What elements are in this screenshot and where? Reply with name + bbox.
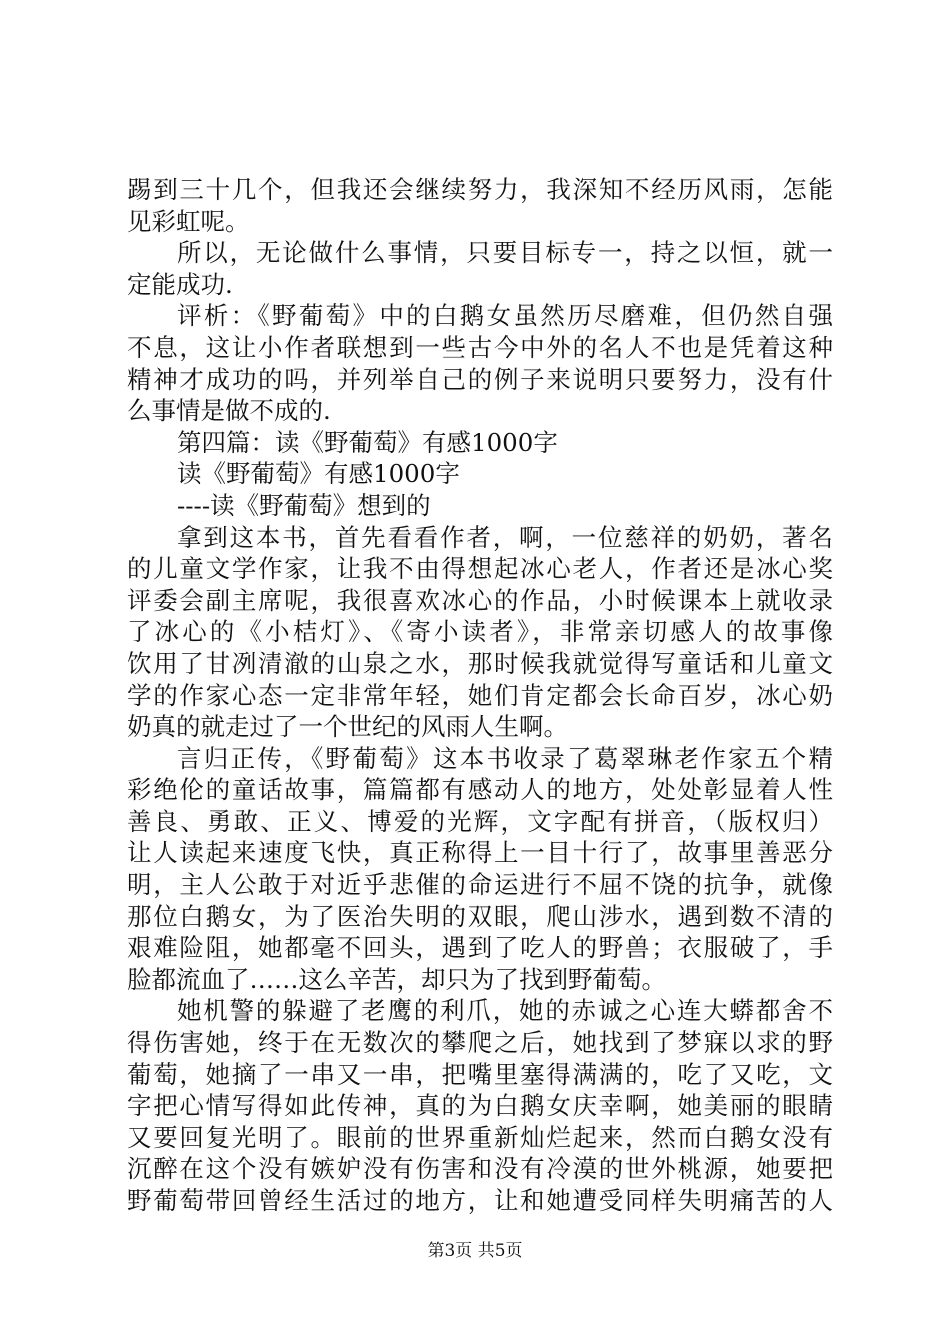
text-line: 拿到这本书，首先看看作者，啊，一位慈祥的奶奶，著名 xyxy=(177,522,833,552)
page-footer: 第3页 共5页 xyxy=(427,1241,523,1261)
text-line: 得伤害她，终于在无数次的攀爬之后，她找到了梦寐以求的野 xyxy=(127,1028,833,1058)
text-line: 奶真的就走过了一个世纪的风雨人生啊。 xyxy=(127,712,568,742)
text-line: 学的作家心态一定非常年轻，她们肯定都会长命百岁，冰心奶 xyxy=(127,680,833,710)
text-line: 定能成功. xyxy=(127,269,233,299)
text-line: 让人读起来速度飞快，真正称得上一目十行了，故事里善恶分 xyxy=(127,838,833,868)
text-line: 读《野葡萄》有感1000字 xyxy=(177,459,460,489)
text-line: 评委会副主席呢，我很喜欢冰心的作品，小时候课本上就收录 xyxy=(127,585,833,615)
text-line: 第四篇：读《野葡萄》有感1000字 xyxy=(177,427,558,457)
text-line: 野葡萄带回曾经生活过的地方，让和她遭受同样失明痛苦的人 xyxy=(127,1186,833,1215)
text-line: 不息，这让小作者联想到一些古今中外的名人不也是凭着这种 xyxy=(127,332,833,362)
text-line: 沉醉在这个没有嫉妒没有伤害和没有冷漠的世外桃源，她要把 xyxy=(127,1154,833,1184)
text-line: 饮用了甘冽清澈的山泉之水，那时候我就觉得写童话和儿童文 xyxy=(127,648,833,678)
text-line: 脸都流血了……这么辛苦，却只为了找到野葡萄。 xyxy=(127,964,666,994)
text-line: 精神才成功的吗，并列举自己的例子来说明只要努力，没有什 xyxy=(127,364,833,394)
document-body xyxy=(127,174,833,1217)
text-line: 又要回复光明了。眼前的世界重新灿烂起来，然而白鹅女没有 xyxy=(127,1122,833,1152)
text-line: 么事情是做不成的. xyxy=(127,396,331,426)
text-line: 见彩虹呢。 xyxy=(127,206,250,236)
text-line: 言归正传，《野葡萄》这本书收录了葛翠琳老作家五个精 xyxy=(177,743,833,773)
text-line: 那位白鹅女，为了医治失明的双眼，爬山涉水，遇到数不清的 xyxy=(127,901,833,931)
text-line: 的儿童文学作家，让我不由得想起冰心老人，作者还是冰心奖 xyxy=(127,554,833,584)
text-line: 踢到三十几个，但我还会继续努力，我深知不经历风雨，怎能 xyxy=(127,175,833,204)
text-line: 字把心情写得如此传神，真的为白鹅女庆幸啊，她美丽的眼睛 xyxy=(127,1091,833,1121)
text-line: 了冰心的《小桔灯》、《寄小读者》，非常亲切感人的故事像 xyxy=(127,617,833,647)
text-line: ----读《野葡萄》想到的 xyxy=(177,490,431,520)
text-line: 所以，无论做什么事情，只要目标专一，持之以恒，就一 xyxy=(177,238,833,268)
text-line: 艰难险阻，她都毫不回头，遇到了吃人的野兽；衣服破了，手 xyxy=(127,933,833,963)
text-line: 善良、勇敢、正义、博爱的光辉，文字配有拼音，（版权归） xyxy=(127,806,833,836)
text-line: 明，主人公敢于对近乎悲催的命运进行不屈不饶的抗争，就像 xyxy=(127,870,833,900)
text-line: 葡萄，她摘了一串又一串，把嘴里塞得满满的，吃了又吃，文 xyxy=(127,1059,833,1089)
text-line: 评析：《野葡萄》中的白鹅女虽然历尽磨难，但仍然自强 xyxy=(177,301,833,331)
text-line: 彩绝伦的童话故事，篇篇都有感动人的地方，处处彰显着人性 xyxy=(127,775,833,805)
text-line: 她机警的躲避了老鹰的利爪，她的赤诚之心连大蟒都舍不 xyxy=(177,996,833,1026)
